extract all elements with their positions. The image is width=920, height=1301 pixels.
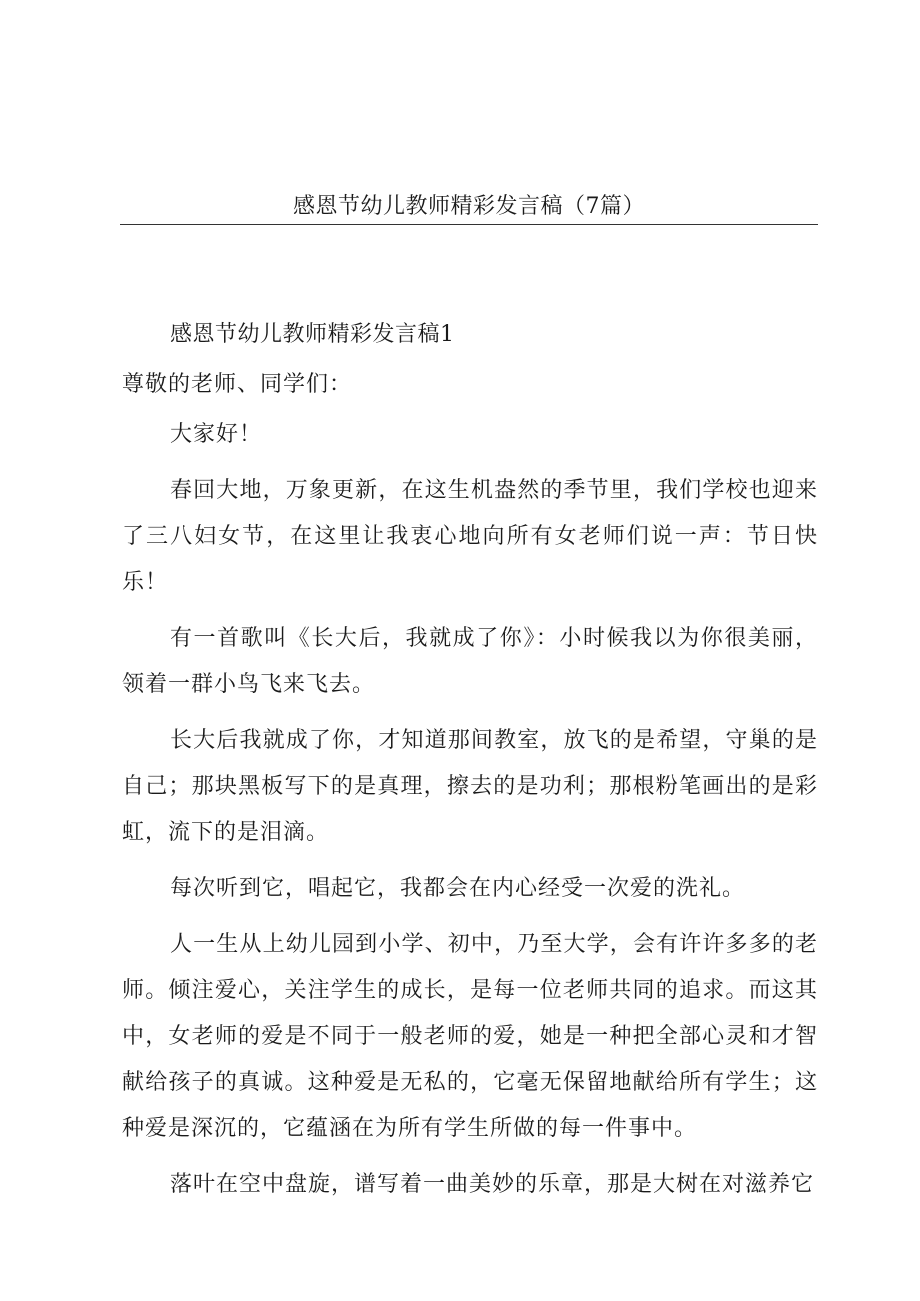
paragraph: 有一首歌叫《长大后，我就成了你》：小时候我以为你很美丽，领着一群小鸟飞来飞去。 [122,626,818,697]
title-underline [120,224,818,225]
section-heading: 感恩节幼儿教师精彩发言稿1 [170,322,455,347]
salutation: 尊敬的老师、同学们： [122,372,353,397]
paragraph: 长大后我就成了你，才知道那间教室，放飞的是希望，守巢的是自己；那块黑板写下的是真理，擦去的是功利；那根粉笔画出的是彩虹，流下的是泪滴。 [122,728,818,845]
paragraph: 春回大地，万象更新，在这生机盎然的季节里，我们学校也迎来了三八妇女节，在这里让我衷心地向所有女老师们说一声：节日快乐！ [122,478,818,595]
document-title: 感恩节幼儿教师精彩发言稿（7篇） [293,194,645,219]
paragraph: 落叶在空中盘旋，谱写着一曲美妙的乐章，那是大树在对滋养它 [170,1172,815,1197]
paragraph: 人一生从上幼儿园到小学、初中，乃至大学，会有许许多多的老师。倾注爱心，关注学生的成长，是每一位老师共同的追求。而这其中，女老师的爱是不同于一般老师的爱，她是一种把全部心灵和才智献给孩子的真诚。这种爱是无私的，它毫无保留地献给所有学生；这种爱是深沉的，它蕴涵在为所有学生所做的每一件事中。 [122,932,818,1141]
paragraph: 每次听到它，唱起它，我都会在内心经受一次爱的洗礼。 [170,876,746,901]
document-body [122,312,818,1208]
paragraph-greeting: 大家好！ [170,422,263,447]
